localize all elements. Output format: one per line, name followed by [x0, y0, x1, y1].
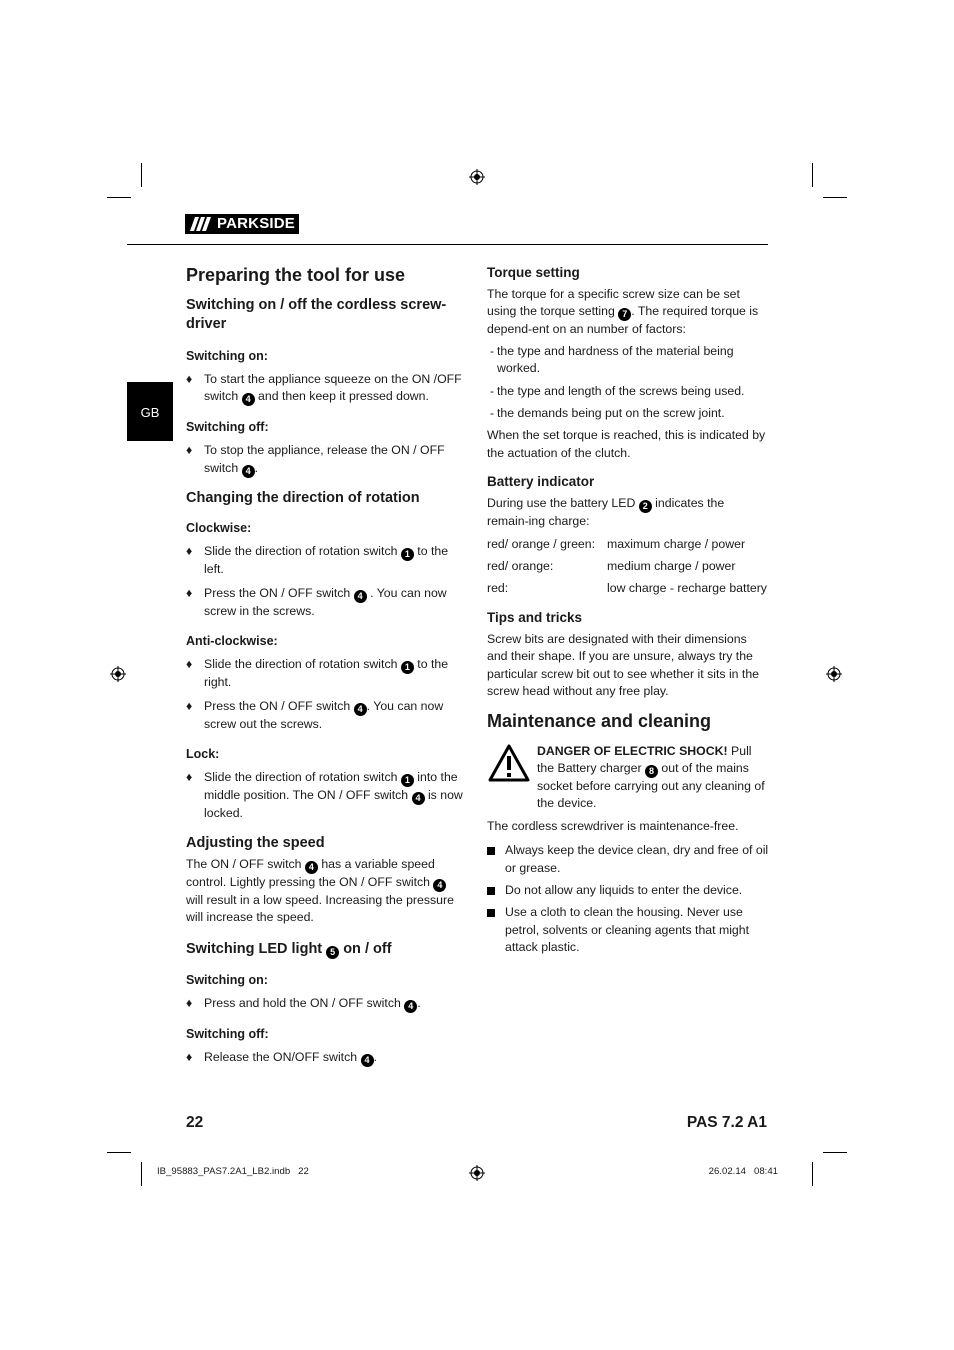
brand-logo	[185, 214, 299, 234]
print-slug-date: 26.02.14 08:41	[708, 1166, 778, 1177]
list-item: Use a cloth to clean the housing. Never use petrol, solvents or cleaning agents that might attack plastic.	[487, 904, 769, 956]
list-item: ♦ Slide the direction of rotation switch 1 into the middle position. The ON / OFF switch 4 is now locked.	[186, 770, 463, 821]
label-lock: Lock:	[186, 747, 220, 762]
registration-mark-icon	[469, 1165, 485, 1181]
crop-mark	[812, 1162, 813, 1186]
warning-triangle-icon	[487, 743, 531, 783]
diamond-bullet-icon: ♦	[186, 995, 193, 1010]
part-number-badge: 7	[618, 308, 631, 321]
paragraph: The torque for a specific screw size can be set using the torque setting 7 . The required torque is depend-ent on an number of factors:	[487, 287, 759, 337]
list-item: ♦ Press the ON / OFF switch 4 . You can now screw in the screws.	[186, 586, 447, 619]
square-bullet-icon	[487, 887, 495, 895]
list-item: ♦ Slide the direction of rotation switch 1 to the left.	[186, 543, 449, 576]
diamond-bullet-icon: ♦	[186, 586, 193, 601]
logo-stripes-icon	[185, 214, 215, 234]
crop-mark	[823, 197, 847, 198]
part-number-badge: 4	[404, 1000, 417, 1013]
list-item: ♦ To start the appliance squeeze on the ON /OFF switch 4 and then keep it pressed down.	[186, 372, 462, 405]
crop-mark	[141, 163, 142, 187]
crop-mark	[812, 163, 813, 187]
part-number-badge: 4	[412, 792, 425, 805]
right-column	[487, 264, 769, 957]
list-item: ♦ Slide the direction of rotation switch 1 to the right.	[186, 656, 449, 689]
subsection-title: Tips and tricks	[487, 609, 583, 625]
label-clockwise: Clockwise:	[186, 520, 252, 535]
language-tab: GB	[127, 382, 173, 441]
crop-mark	[823, 1152, 847, 1153]
subsection-title: Switching on / off the cordless screw-driver	[186, 297, 447, 332]
label-switching-on: Switching on:	[186, 349, 268, 363]
battery-row: red/ orange / green: maximum charge / power	[487, 536, 746, 551]
subsection-title: Switching LED light 5 on / off	[186, 940, 392, 957]
battery-row: red/ orange: medium charge / power	[487, 559, 736, 574]
subsection-title: Battery indicator	[487, 474, 595, 490]
print-slug-file: IB_95883_PAS7.2A1_LB2.indb 22	[157, 1166, 309, 1177]
part-number-badge: 4	[361, 1054, 374, 1067]
list-item: Do not allow any liquids to enter the device.	[487, 882, 769, 899]
left-column	[186, 264, 464, 1067]
diamond-bullet-icon: ♦	[186, 1049, 193, 1064]
part-number-badge: 8	[645, 765, 658, 778]
diamond-bullet-icon: ♦	[186, 656, 193, 671]
diamond-bullet-icon: ♦	[186, 543, 193, 558]
crop-mark	[107, 1152, 131, 1153]
list-item: ♦ Release the ON/OFF switch 4 .	[186, 1049, 377, 1065]
section-title: Preparing the tool for use	[186, 265, 406, 285]
crop-mark	[107, 197, 131, 198]
registration-mark-icon	[110, 666, 126, 682]
diamond-bullet-icon: ♦	[186, 443, 193, 458]
registration-mark-icon	[469, 169, 485, 185]
label-switching-off: Switching off:	[186, 420, 269, 435]
part-number-badge: 4	[242, 393, 255, 406]
part-number-badge: 2	[639, 500, 652, 513]
part-number-badge: 4	[305, 861, 318, 874]
square-bullet-icon	[487, 909, 495, 917]
label-switching-off: Switching off:	[186, 1026, 269, 1041]
subsection-title: Changing the direction of rotation	[186, 489, 420, 506]
list-item: - the type and hardness of the material being worked.	[490, 343, 734, 376]
brand-name: PARKSIDE	[215, 214, 299, 234]
section-title: Maintenance and cleaning	[487, 710, 712, 731]
battery-row: red: low charge - recharge battery	[487, 581, 767, 596]
page-number: 22	[186, 1114, 204, 1131]
registration-mark-icon	[826, 666, 842, 682]
paragraph: Screw bits are designated with their dimensions and their shape. If you are unsure, always try the particular screw bit out to see whether it sits in the screw head without any free play.	[487, 631, 760, 699]
model-number: PAS 7.2 A1	[686, 1114, 767, 1131]
paragraph: The cordless screwdriver is maintenance-free.	[487, 818, 739, 833]
list-item: ♦ To stop the appliance, release the ON / OFF switch 4 .	[186, 443, 445, 476]
subsection-title: Torque setting	[487, 265, 580, 280]
header-rule	[127, 244, 768, 245]
label-switching-on: Switching on:	[186, 972, 268, 987]
diamond-bullet-icon: ♦	[186, 372, 193, 386]
label-anti-clockwise: Anti-clockwise:	[186, 633, 278, 648]
paragraph: The ON / OFF switch 4 has a variable speed control. Lightly pressing the ON / OFF switch 4 will result in a low speed. Increasing the pressure will increase the speed.	[186, 856, 454, 925]
list-item: - the type and length of the screws being used.	[490, 383, 745, 398]
part-number-badge: 1	[401, 774, 414, 787]
diamond-bullet-icon: ♦	[186, 770, 193, 785]
part-number-badge: 4	[354, 703, 367, 716]
list-item: Always keep the device clean, dry and free of oil or grease.	[487, 842, 769, 877]
part-number-badge: 1	[401, 548, 414, 561]
paragraph: When the set torque is reached, this is indicated by the actuation of the clutch.	[487, 428, 766, 460]
danger-warning: DANGER OF ELECTRIC SHOCK! Pull the Battery charger 8 out of the mains socket before carrying out any cleaning of the device.	[487, 743, 769, 813]
part-number-badge: 1	[401, 661, 414, 674]
part-number-badge: 4	[242, 465, 255, 478]
part-number-badge: 5	[326, 946, 339, 959]
square-bullet-icon	[487, 847, 495, 855]
list-item: ♦ Press and hold the ON / OFF switch 4 .	[186, 995, 421, 1011]
diamond-bullet-icon: ♦	[186, 699, 193, 714]
crop-mark	[141, 1162, 142, 1186]
part-number-badge: 4	[433, 879, 446, 892]
list-item: - the demands being put on the screw joint.	[490, 406, 725, 421]
paragraph: During use the battery LED 2 indicates the remain-ing charge:	[487, 496, 725, 529]
subsection-title: Adjusting the speed	[186, 834, 325, 851]
part-number-badge: 4	[354, 590, 367, 603]
list-item: ♦ Press the ON / OFF switch 4 . You can now screw out the screws.	[186, 699, 444, 732]
